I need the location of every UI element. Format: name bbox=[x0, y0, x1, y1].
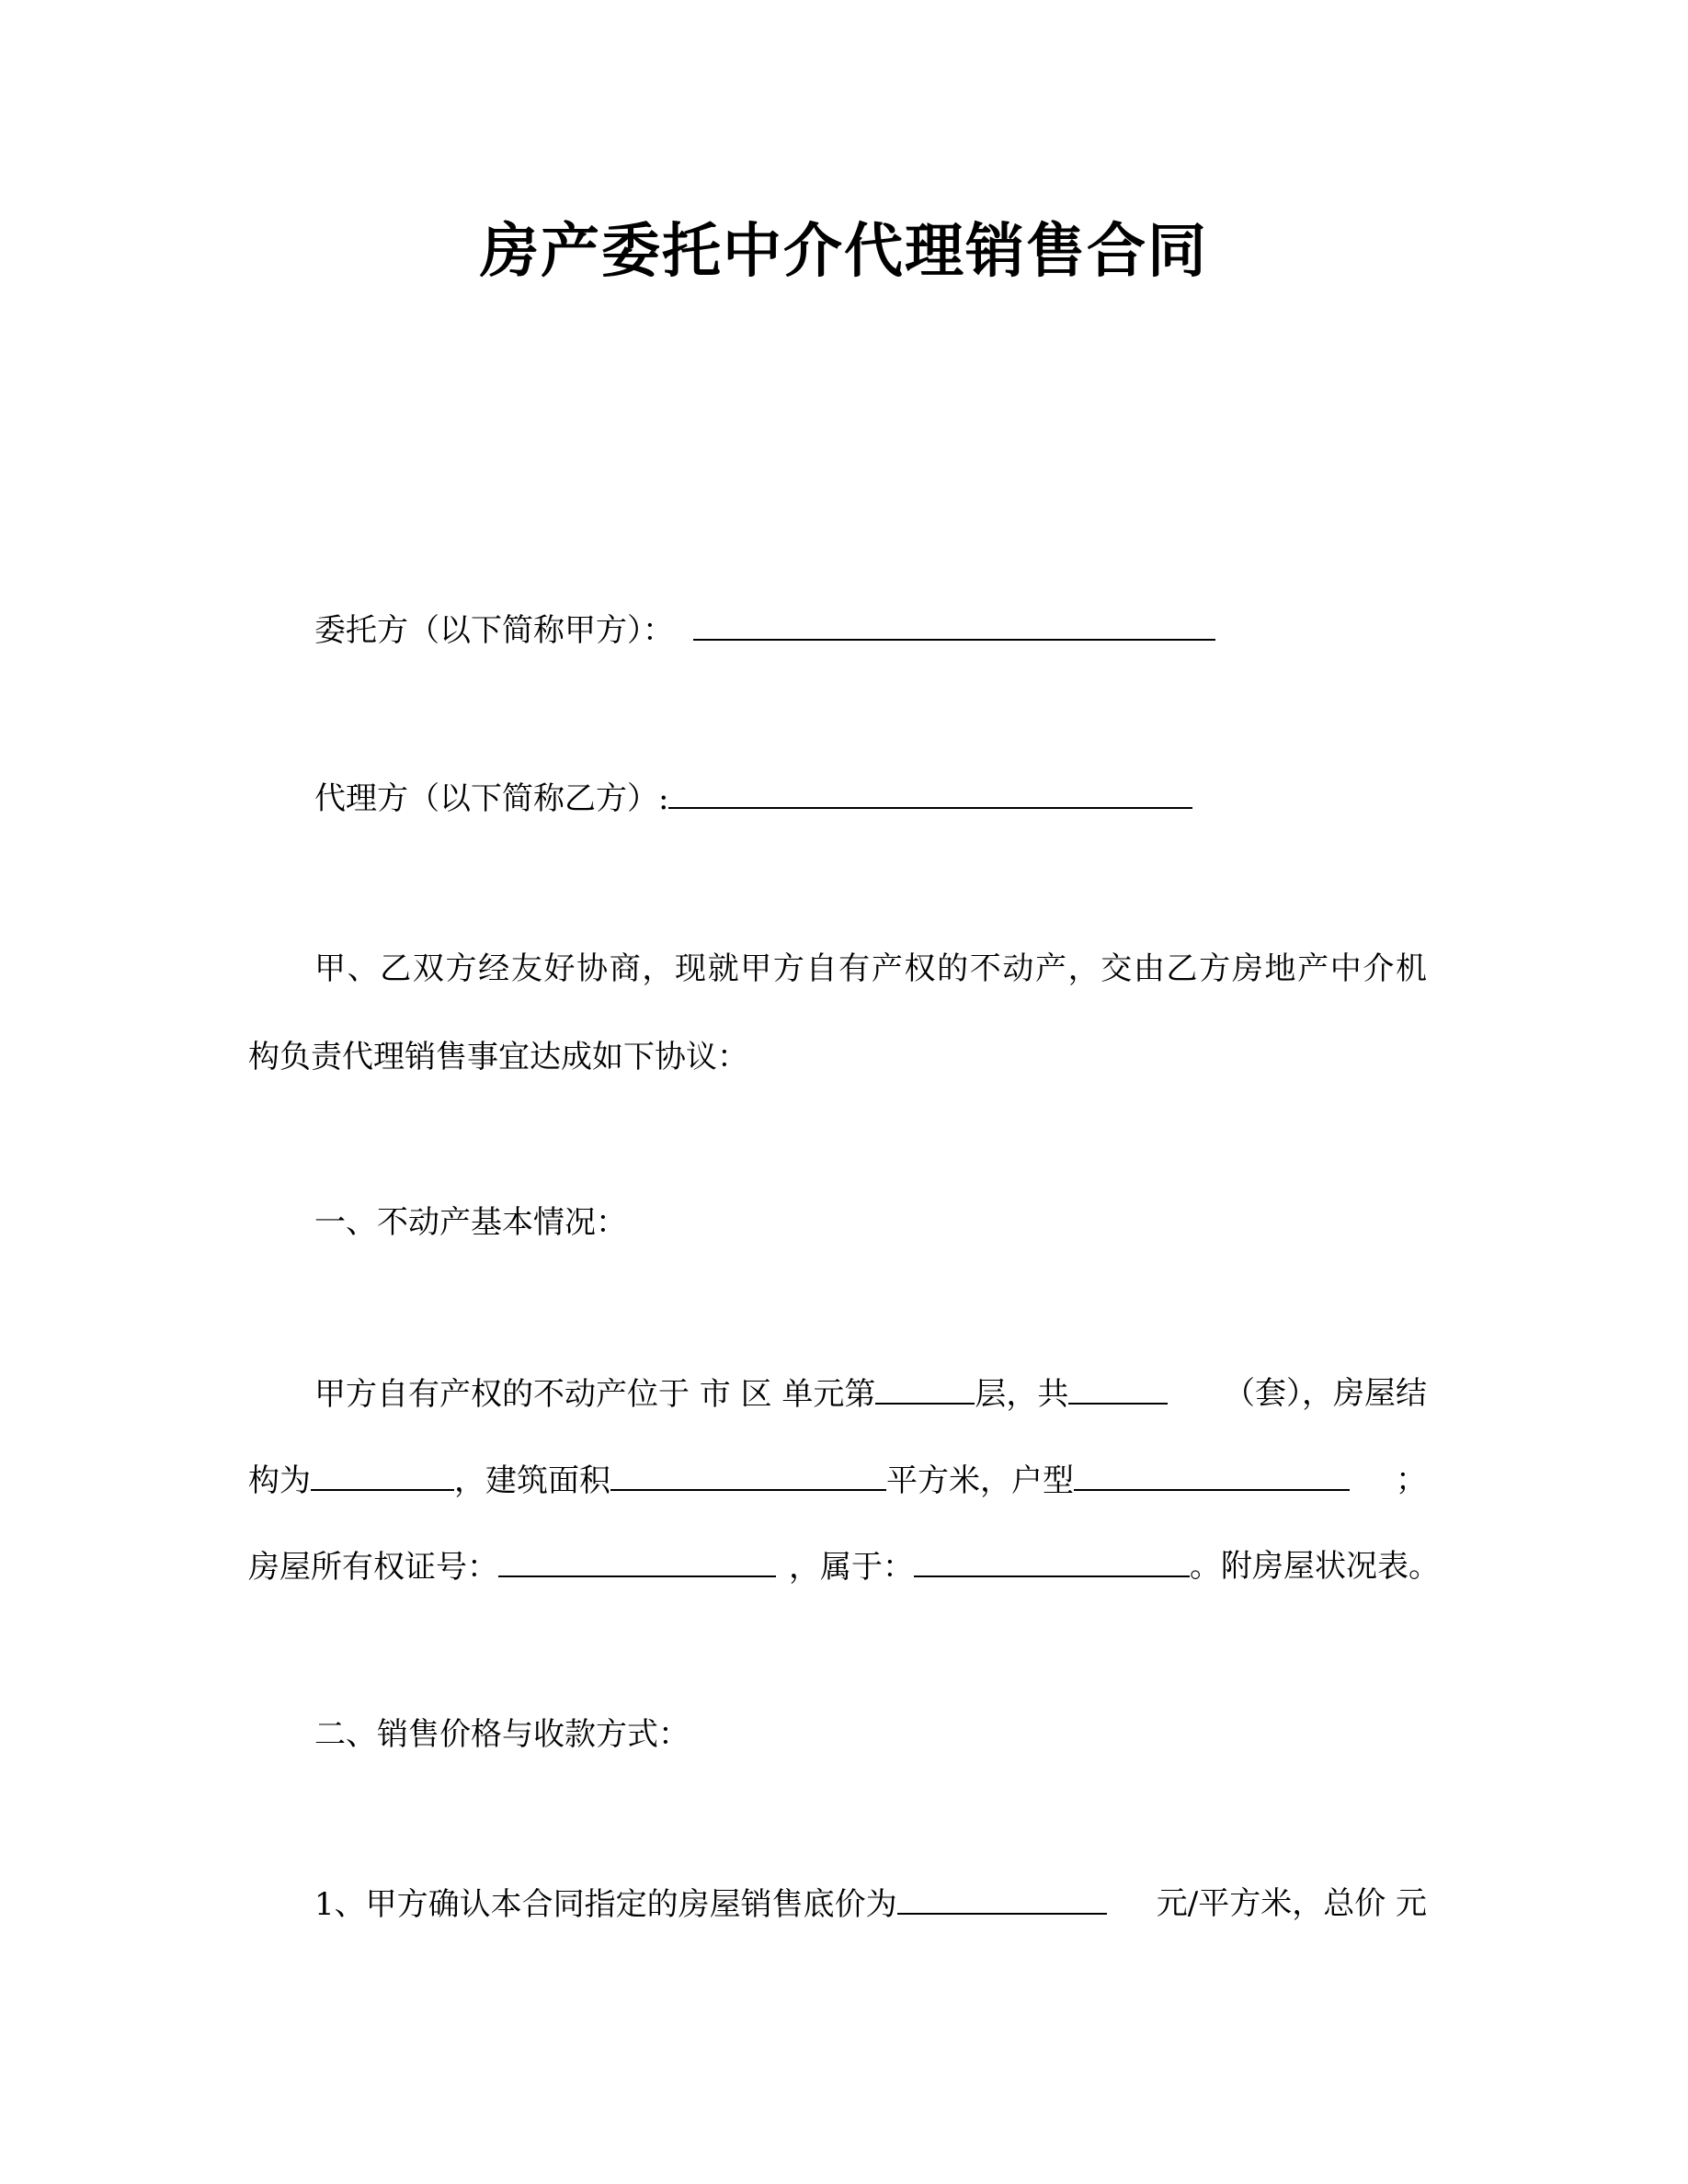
section1-line-1 bbox=[314, 1375, 1427, 1413]
party-a-blank[interactable] bbox=[693, 611, 1215, 641]
intro-line-2: 构负责代理销售事宜达成如下协议： bbox=[248, 1039, 748, 1075]
s1-text: ，属于： bbox=[789, 1549, 914, 1586]
floor-blank[interactable] bbox=[875, 1375, 975, 1405]
s1-text: 构为 bbox=[248, 1462, 311, 1499]
section1-line-3 bbox=[248, 1548, 1440, 1586]
price-blank[interactable] bbox=[897, 1885, 1107, 1915]
s1-text: 层，共 bbox=[975, 1376, 1069, 1413]
document-title: 房产委托中介代理销售合同 bbox=[480, 218, 1208, 286]
structure-blank[interactable] bbox=[311, 1462, 454, 1491]
area-blank[interactable] bbox=[610, 1462, 886, 1491]
party-a-label: 委托方（以下简称甲方）： bbox=[314, 612, 674, 649]
s1-text: 房屋所有权证号： bbox=[248, 1549, 498, 1586]
s1-text: 。附房屋状况表。 bbox=[1190, 1548, 1440, 1585]
section2-line-1 bbox=[314, 1885, 1427, 1923]
units-blank[interactable] bbox=[1068, 1375, 1168, 1405]
s1-text: （套），房屋结 bbox=[1224, 1375, 1427, 1412]
s1-text: 平方米，户型 bbox=[886, 1462, 1074, 1499]
section1-heading: 一、不动产基本情况： bbox=[314, 1204, 627, 1241]
s1-text: ，建筑面积 bbox=[454, 1462, 610, 1499]
intro-line-1: 甲、乙双方经友好协商，现就甲方自有产权的不动产，交由乙方房地产中介机 bbox=[314, 950, 1427, 987]
s1-text: ； bbox=[1396, 1462, 1427, 1498]
section1-line-2 bbox=[248, 1462, 1427, 1499]
s1-text: 甲方自有产权的不动产位于 市 区 单元第 bbox=[314, 1376, 876, 1413]
section2-heading: 二、销售价格与收款方式： bbox=[314, 1716, 690, 1753]
party-b-label: 代理方（以下简称乙方）: bbox=[314, 780, 669, 817]
s2-text: 1、甲方确认本合同指定的房屋销售底价为 bbox=[314, 1886, 897, 1923]
belongs-blank[interactable] bbox=[914, 1548, 1190, 1577]
party-a-line bbox=[314, 611, 1215, 649]
s2-text: 元/平方米，总价 元 bbox=[1156, 1885, 1427, 1922]
layout-blank[interactable] bbox=[1074, 1462, 1350, 1491]
party-b-blank[interactable] bbox=[668, 779, 1192, 809]
party-b-line bbox=[314, 779, 1192, 817]
certificate-blank[interactable] bbox=[498, 1548, 776, 1577]
